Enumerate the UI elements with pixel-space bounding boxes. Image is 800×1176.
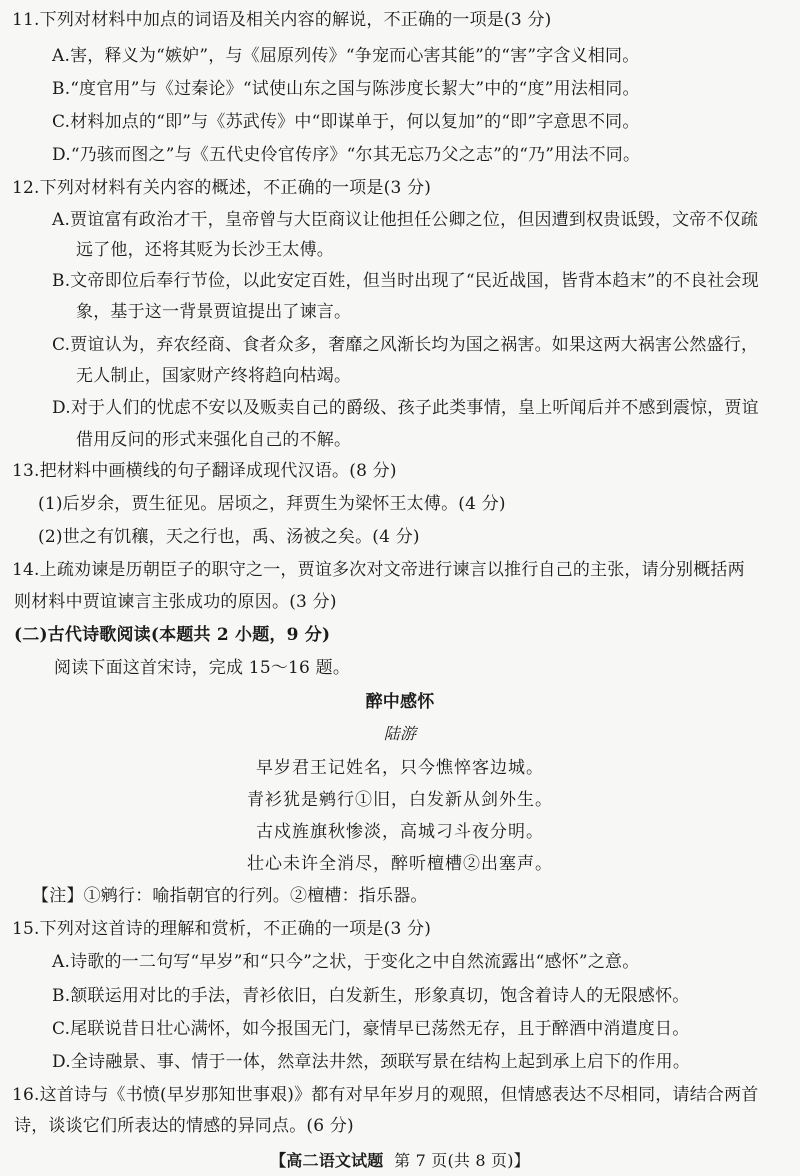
page-footer [0, 1149, 800, 1173]
poem-author: 陆游 [383, 724, 417, 743]
q16-stem-cont: 诗，谈谈它们所表达的情感的异同点。(6 分) [14, 1116, 354, 1136]
q12-stem: 12.下列对材料有关内容的概述，不正确的一项是(3 分) [12, 178, 432, 198]
q15-option-c: C.尾联说昔日壮心满怀，如今报国无门，豪情早已荡然无存，且于醉酒中消遣度日。 [52, 1019, 690, 1039]
q11-option-b: B.“度官用”与《过秦论》“试使山东之国与陈涉度长絜大”中的“度”用法相同。 [52, 79, 640, 99]
q11-stem: 11.下列对材料中加点的词语及相关内容的解说，不正确的一项是(3 分) [12, 10, 552, 30]
poem-title: 醉中感怀 [365, 692, 435, 712]
section-title: (二)古代诗歌阅读(本题共 2 小题，9 分) [14, 625, 331, 645]
q12-option-d-cont: 借用反问的形式来强化自己的不解。 [76, 430, 352, 450]
footer-page-number: 第 7 页(共 8 页)】 [394, 1151, 530, 1170]
q15-stem: 15.下列对这首诗的理解和赏析，不正确的一项是(3 分) [12, 919, 432, 939]
q12-option-d: D.对于人们的忧虑不安以及贩卖自己的爵级、孩子此类事情，皇上听闻后并不感到震惊，贾谊 [52, 398, 759, 418]
q13-stem: 13.把材料中画横线的句子翻译成现代汉语。(8 分) [12, 461, 397, 481]
q11-option-a: A.害，释义为“嫉妒”，与《屈原列传》“争宠而心害其能”的“害”字含义相同。 [52, 46, 640, 66]
q15-option-a: A.诗歌的一二句写“早岁”和“只今”之状，于变化之中自然流露出“感怀”之意。 [52, 952, 640, 972]
poem-line-4: 壮心未许全消尽，醉听檀槽②出塞声。 [247, 854, 553, 874]
q12-option-c: C.贾谊认为，弃农经商、食者众多，奢靡之风渐长均为国之祸害。如果这两大祸害公然盛行， [52, 335, 759, 355]
q14-stem-cont: 则材料中贾谊谏言主张成功的原因。(3 分) [14, 592, 337, 612]
q11-option-c: C.材料加点的“即”与《苏武传》中“即谋单于，何以复加”的“即”字意思不同。 [52, 112, 640, 132]
q15-option-d: D.全诗融景、事、情于一体，然章法井然，颈联写景在结构上起到承上启下的作用。 [52, 1052, 691, 1072]
q13-sentence-2: (2)世之有饥穰，天之行也，禹、汤被之矣。(4 分) [38, 527, 420, 547]
q12-option-b-cont: 象，基于这一背景贾谊提出了谏言。 [76, 302, 352, 322]
poem-line-1: 早岁君王记姓名，只今憔悴客边城。 [256, 758, 544, 778]
q14-stem: 14.上疏劝谏是历朝臣子的职守之一，贾谊多次对文帝进行谏言以推行自己的主张，请分别概括两 [12, 560, 745, 580]
poem-line-3: 古戍旌旗秋惨淡，高城刁斗夜分明。 [256, 822, 544, 842]
q15-option-b: B.颔联运用对比的手法，青衫依旧，白发新生，形象真切，饱含着诗人的无限感怀。 [52, 986, 690, 1006]
q11-option-d: D.“乃骇而图之”与《五代史伶官传序》“尔其无忘乃父之志”的“乃”用法不同。 [52, 145, 641, 165]
q12-option-b: B.文帝即位后奉行节俭，以此安定百姓，但当时出现了“民近战国，皆背本趋末”的不良社会现 [52, 271, 759, 291]
q12-option-c-cont: 无人制止，国家财产终将趋向枯竭。 [76, 366, 352, 386]
footer-title: 【高二语文试题 [270, 1151, 384, 1170]
q12-option-a-cont: 远了他，还将其贬为长沙王太傅。 [76, 240, 334, 260]
q13-sentence-1: (1)后岁余，贾生征见。居顷之，拜贾生为梁怀王太傅。(4 分) [38, 494, 506, 514]
poem-note: 【注】①鹓行：喻指朝官的行列。②檀槽：指乐器。 [32, 886, 428, 906]
q12-option-a: A.贾谊富有政治才干，皇帝曾与大臣商议让他担任公卿之位，但因遭到权贵诋毁，文帝不仅疏 [52, 210, 759, 230]
q16-stem: 16.这首诗与《书愤(早岁那知世事艰)》都有对早年岁月的观照，但情感表达不尽相同，请结合两首 [12, 1085, 759, 1105]
poem-line-2: 青衫犹是鹓行①旧，白发新从剑外生。 [247, 790, 553, 810]
section-intro: 阅读下面这首宋诗，完成 15～16 题。 [54, 658, 351, 678]
